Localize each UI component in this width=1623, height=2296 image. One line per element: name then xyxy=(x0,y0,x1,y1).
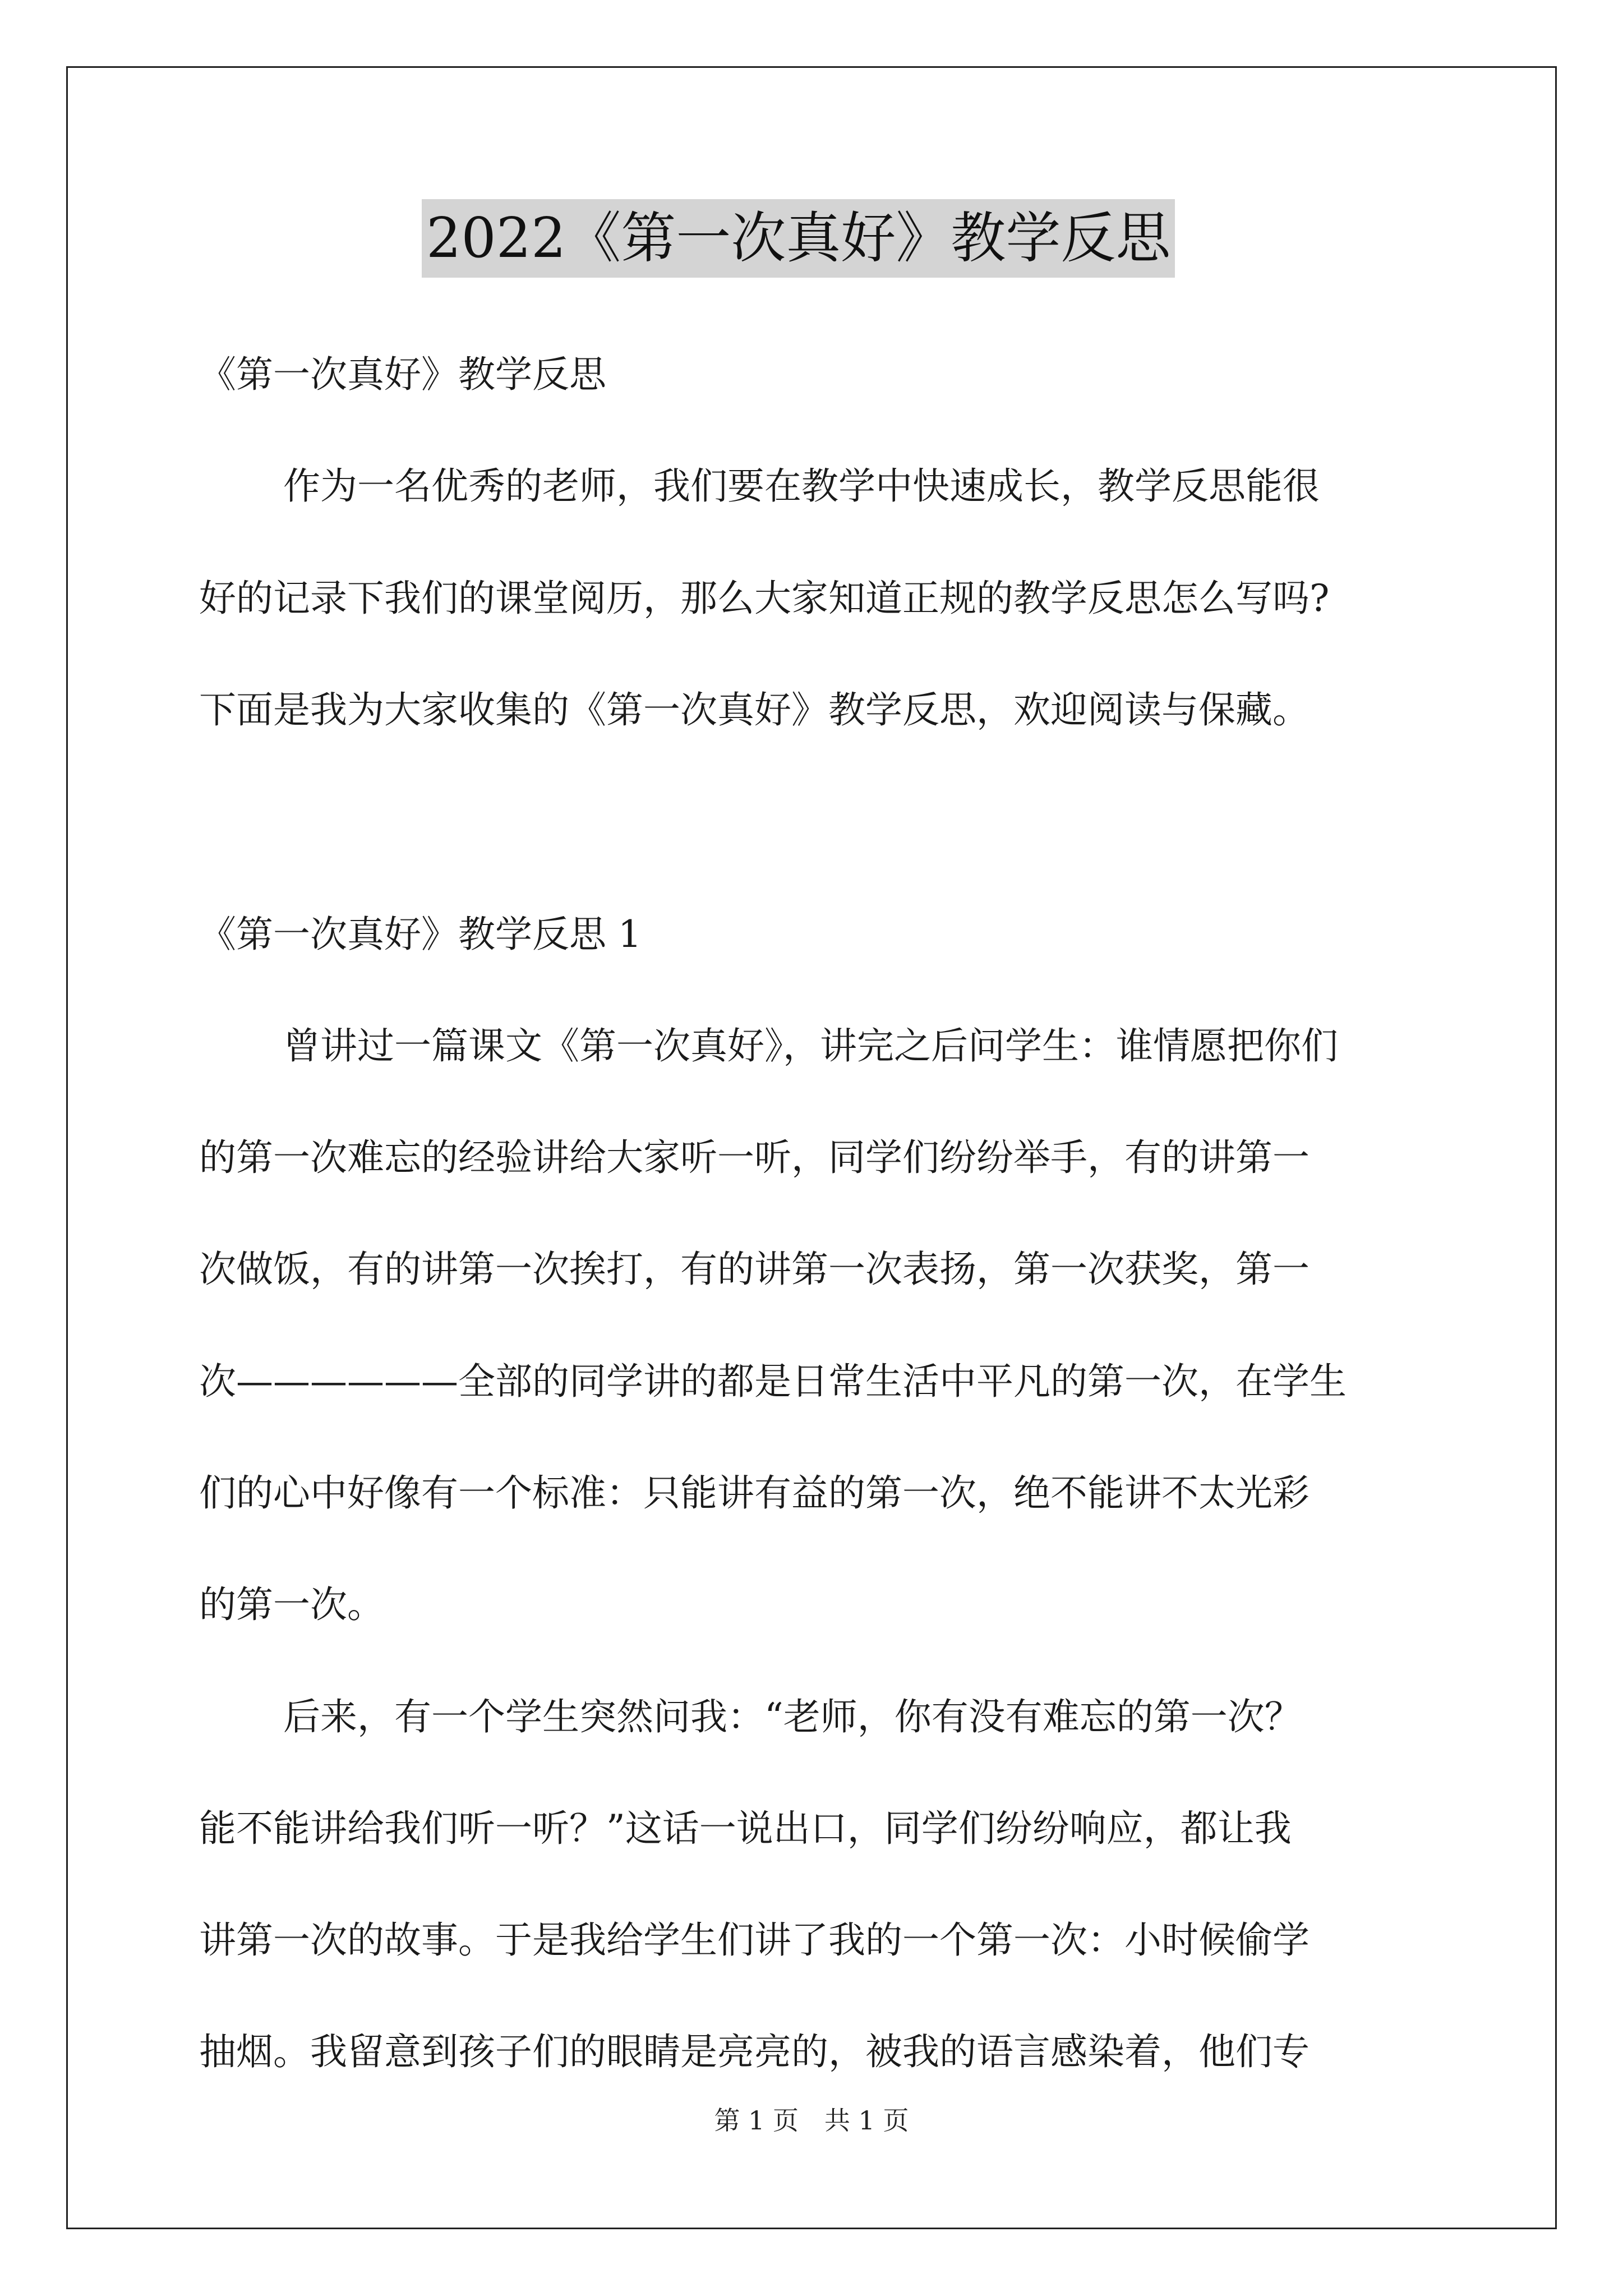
paragraph2-line-4: 抽烟。我留意到孩子们的眼睛是亮亮的，被我的语言感染着，他们专 xyxy=(199,2030,1310,2073)
page-number-footer: 第 1 页 共 1 页 xyxy=(714,2105,909,2136)
paragraph1-line-1: 曾讲过一篇课文《第一次真好》，讲完之后问学生：谁情愿把你们 xyxy=(283,1024,1338,1068)
subtitle: 《第一次真好》教学反思 xyxy=(199,353,606,396)
paragraph1-line-3: 次做饭，有的讲第一次挨打，有的讲第一次表扬，第一次获奖，第一 xyxy=(199,1248,1310,1291)
document-title: 2022《第一次真好》教学反思 xyxy=(422,199,1175,278)
paragraph1-line-4: 次——————全部的同学讲的都是日常生活中平凡的第一次，在学生 xyxy=(199,1360,1347,1403)
intro-line-2: 好的记录下我们的课堂阅历，那么大家知道正规的教学反思怎么写吗? xyxy=(199,577,1330,620)
paragraph1-line-2: 的第一次难忘的经验讲给大家听一听，同学们纷纷举手，有的讲第一 xyxy=(199,1136,1310,1179)
section-heading: 《第一次真好》教学反思 1 xyxy=(199,913,642,956)
paragraph1-line-6: 的第一次。 xyxy=(199,1583,384,1626)
intro-line-3: 下面是我为大家收集的《第一次真好》教学反思，欢迎阅读与保藏。 xyxy=(199,688,1310,731)
paragraph2-line-1: 后来，有一个学生突然问我：“老师，你有没有难忘的第一次？ xyxy=(283,1695,1302,1738)
paragraph2-line-3: 讲第一次的故事。于是我给学生们讲了我的一个第一次：小时候偷学 xyxy=(199,1918,1310,1962)
intro-line-1: 作为一名优秀的老师，我们要在教学中快速成长，教学反思能很 xyxy=(283,464,1320,508)
paragraph1-line-5: 们的心中好像有一个标准：只能讲有益的第一次，绝不能讲不太光彩 xyxy=(199,1471,1310,1515)
paragraph2-line-2: 能不能讲给我们听一听？”这话一说出口，同学们纷纷响应，都让我 xyxy=(199,1807,1292,1850)
